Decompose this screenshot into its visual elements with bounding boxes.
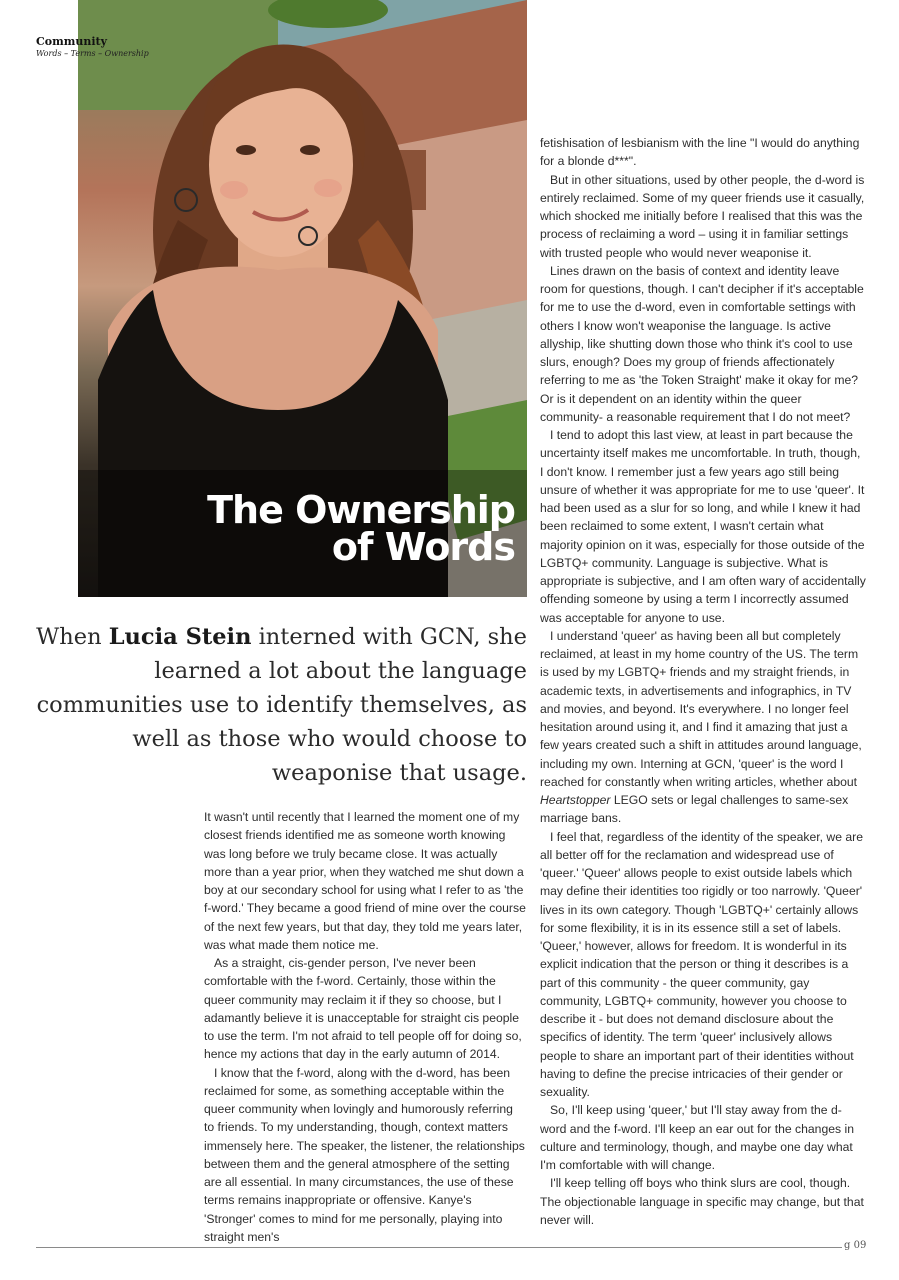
paragraph: As a straight, cis-gender person, I've never been comfortable with the f-word. Certainly, those within the queer community may reclaim it if they so choose, but I adamantly believe it is unacceptable for straight cis people to use the term. I'm not afraid to tell people off for doing so, hence my actions that day in the early autumn of 2014.	[204, 956, 522, 1062]
paragraph: I'll keep telling off boys who think slurs are cool, though. The objectionable language in specific may change, but that never will.	[540, 1176, 864, 1227]
paragraph: I know that the f-word, along with the d-word, has been reclaimed for some, as something acceptable within the queer community when lovingly and humorously referring to friends. To my understanding, though, context matters immensely here. The speaker, the listener, the relationships between them and the general atmosphere of the setting are all essential. In many circumstances, the use of these terms remains inappropriate or offensive. Kanye's 'Stronger' comes to mind for me personally, playing into straight men's	[204, 1065, 525, 1244]
headline-line-1: The Ownership	[207, 488, 515, 532]
paragraph: I tend to adopt this last view, at least in part because the uncertainty itself makes me uncomfortable. In truth, though, I don't know. I remember just a few years ago still being unsure of whether it was appropriate for me to use 'queer'. It had been used as a slur for so long, and while I knew it had been reclaimed to some extent, I wasn't certain what majority opinion on it was, especially for those outside of the LGBTQ+ community. Language is subjective. What is appropriate is subjective, and I am often wary of accidentally offending someone by using a term I incorrectly assumed was acceptable for anyone to use.	[540, 428, 866, 625]
paragraph-text: I understand 'queer' as having been all but completely reclaimed, at least in my home country of the US. The term is used by my LGBTQ+ friends and my straight friends, in academic texts, in advertisements and infographics, in TV and movies, and beyond. It's everywhere. I no longer feel hesitation around using it, and I find it amazing that just a few years created such a shift in attitudes around language, including my own. Interning at GCN, 'queer' is the word I reached for constantly when writing articles, whether about	[540, 628, 862, 789]
paragraph-text: LEGO sets or legal challenges to same-sex marriage bans.	[540, 793, 849, 826]
article-headline	[207, 488, 515, 569]
paragraph: It wasn't until recently that I learned the moment one of my closest friends identified me as someone worth knowing was long before we truly became close. It was actually more than a year prior, when they watched me shut down a boy at our secondary school for using what I refer to as 'the f-word.' They became a good friend of mine over the course of the next few years, but that day, they told me years later, was what made them notice me.	[204, 810, 526, 952]
paragraph: But in other situations, used by other people, the d-word is entirely reclaimed. Some of my queer friends use it casually, which shocked me initially before I realised that this was the process of reclaiming a word – using it in familiar settings with trusted people who would never weaponise it.	[540, 172, 865, 260]
headline-line-2: of Words	[331, 525, 515, 569]
paragraph	[540, 627, 866, 828]
paragraph: fetishisation of lesbianism with the line "I would do anything for a blonde d***".	[540, 136, 860, 169]
section-breadcrumb: Words – Terms – Ownership	[36, 49, 149, 58]
paragraph: Lines drawn on the basis of context and identity leave room for questions, though. I can't decipher if it's acceptable for me to use the d-word, even in comfortable settings with others I know won't weaponise the language. Is active allyship, like shutting down those who think it's cool to use slurs, enough? Does my group of friends affectionately referring to me as 'the Token Straight' make it okay for me? Or is it dependent on an identity within the queer community- a reasonable requirement that I do not meet?	[540, 263, 864, 424]
page-number: g 09	[844, 1240, 867, 1251]
standfirst	[30, 620, 527, 790]
body-column-left	[204, 808, 526, 1246]
paragraph: So, I'll keep using 'queer,' but I'll stay away from the d-word and the f-word. I'll keep an ear out for the changes in culture and terminology, though, and maybe one day what I'm comfortable with will change.	[540, 1103, 854, 1172]
paragraph: I feel that, regardless of the identity of the speaker, we are all better off for the reclamation and widespread use of 'queer.' 'Queer' allows people to exist outside labels which may define their identities too rigidly or too narrowly. 'Queer' lives in its own category. Though 'LGBTQ+' certainly allows for some flexibility, it is in its essence still a set of labels. 'Queer,' however, allows for freedom. It is wonderful in its explicit indication that the person or thing it describes is a part of this community - the queer community, gay community, LGBTQ+ community, however you choose to describe it - but does not demand disclosure about the specifics of identity. The term 'queer' inclusively allows people to share an important part of their identities without having to define the precise intricacies of their gender or sexuality.	[540, 829, 863, 1099]
footer-rule	[36, 1247, 842, 1248]
section-header	[36, 35, 149, 58]
section-title: Community	[36, 35, 108, 48]
standfirst-after: interned with GCN, she learned a lot about the language communities use to identify themselves, as well as those who would choose to weaponise that usage.	[36, 624, 527, 786]
standfirst-before: When	[36, 624, 109, 650]
body-column-right	[540, 134, 866, 1229]
italic-title: Heartstopper	[540, 793, 611, 807]
author-name: Lucia Stein	[108, 624, 252, 650]
